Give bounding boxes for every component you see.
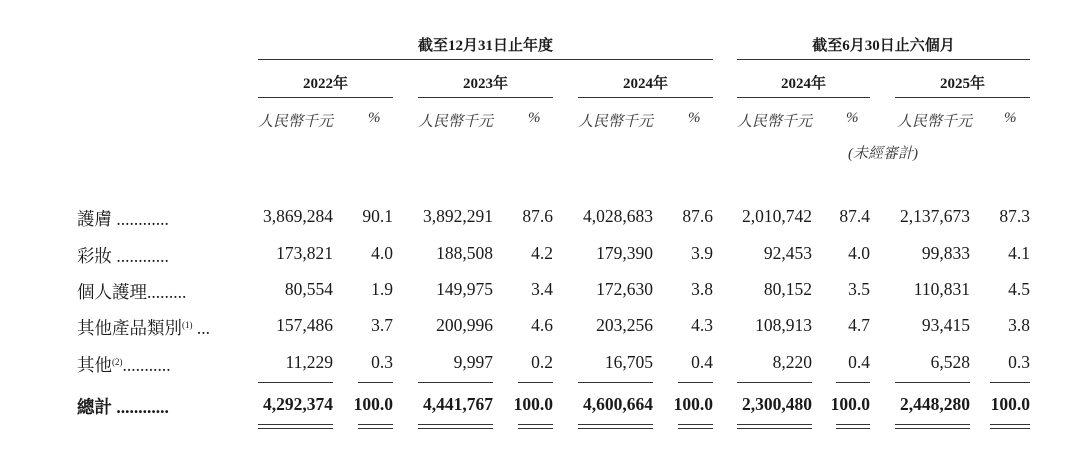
row-label-other-product-categories [77, 315, 210, 340]
year-rule-2025-h1 [895, 97, 1030, 98]
cell-other-pct-2023: 0.2 [531, 352, 553, 372]
subtotal-rule-amount-2023 [418, 382, 493, 383]
cell-personal-care-amount-2024: 172,630 [596, 279, 653, 299]
dot-leader: ............ [112, 209, 169, 229]
unit-pct-2024-h1: % [846, 110, 859, 126]
row-label-skincare [77, 206, 169, 231]
cell-makeup-amount-2022: 173,821 [276, 243, 333, 263]
cell-skincare-pct-2024-h1: 87.4 [839, 206, 870, 226]
cell-skincare-pct-2022: 90.1 [362, 206, 393, 226]
cell-makeup-pct-2024-h1: 4.0 [848, 243, 870, 263]
cell-total-pct-2022: 100.0 [353, 394, 393, 414]
cell-personal-care-amount-2023: 149,975 [436, 279, 493, 299]
unit-rmb-2023: 人民幣千元 [418, 114, 494, 130]
row-label-makeup [77, 243, 169, 268]
subtotal-rule-pct-2024 [678, 382, 713, 383]
row-label-personal-care [77, 279, 186, 304]
total-double-rule-pct-2023 [518, 424, 553, 429]
cell-total-pct-2024-h1: 100.0 [830, 394, 870, 414]
total-double-rule-amount-2024 [578, 424, 653, 429]
unit-rmb-2024: 人民幣千元 [578, 114, 654, 130]
year-header-2024-h1: 2024年 [780, 76, 826, 92]
cell-skincare-pct-2024: 87.6 [682, 206, 713, 226]
footnote-marker: (1) [182, 320, 193, 330]
unaudited-note: (未經審計) [848, 146, 918, 162]
year-header-2022: 2022年 [302, 76, 348, 92]
total-double-rule-pct-2024-h1 [836, 424, 870, 429]
cell-skincare-amount-2024: 4,028,683 [583, 206, 653, 226]
footnote-marker: (2) [112, 357, 123, 367]
cell-total-amount-2023: 4,441,767 [423, 394, 493, 414]
row-label-other [77, 352, 171, 377]
subtotal-rule-pct-2025-h1 [990, 382, 1030, 383]
cell-makeup-amount-2024-h1: 92,453 [763, 243, 812, 263]
cell-total-amount-2024-h1: 2,300,480 [742, 394, 812, 414]
unit-pct-2024: % [688, 110, 701, 126]
cell-other-amount-2024: 16,705 [604, 352, 653, 372]
cell-total-pct-2025-h1: 100.0 [990, 394, 1030, 414]
cell-other-product-categories-amount-2024-h1: 108,913 [755, 315, 812, 335]
cell-other-pct-2024-h1: 0.4 [848, 352, 870, 372]
cell-other-pct-2022: 0.3 [371, 352, 393, 372]
cell-makeup-pct-2022: 4.0 [371, 243, 393, 263]
cell-total-amount-2025-h1: 2,448,280 [900, 394, 970, 414]
cell-makeup-amount-2025-h1: 99,833 [921, 243, 970, 263]
cell-skincare-amount-2023: 3,892,291 [423, 206, 493, 226]
cell-makeup-amount-2024: 179,390 [596, 243, 653, 263]
cell-other-product-categories-amount-2022: 157,486 [276, 315, 333, 335]
dot-leader: ............ [112, 397, 169, 417]
total-double-rule-amount-2023 [418, 424, 493, 429]
cell-other-product-categories-pct-2025-h1: 3.8 [1008, 315, 1030, 335]
row-label-text: 彩妝 [77, 246, 112, 266]
row-label-total [77, 394, 169, 419]
year-rule-2024 [578, 97, 713, 98]
total-double-rule-pct-2025-h1 [990, 424, 1030, 429]
subtotal-rule-amount-2022 [258, 382, 333, 383]
cell-other-pct-2024: 0.4 [691, 352, 713, 372]
row-label-text: 個人護理 [77, 282, 147, 302]
cell-other-product-categories-amount-2024: 203,256 [596, 315, 653, 335]
cell-other-product-categories-pct-2024: 4.3 [691, 315, 713, 335]
total-double-rule-amount-2022 [258, 424, 333, 429]
dot-leader: ... [192, 318, 210, 338]
cell-personal-care-pct-2025-h1: 4.5 [1008, 279, 1030, 299]
subtotal-rule-amount-2024-h1 [737, 382, 812, 383]
cell-total-amount-2024: 4,600,664 [583, 394, 653, 414]
group-rule-fiscal-year [258, 59, 713, 60]
cell-makeup-pct-2023: 4.2 [531, 243, 553, 263]
cell-personal-care-pct-2023: 3.4 [531, 279, 553, 299]
cell-skincare-amount-2024-h1: 2,010,742 [742, 206, 812, 226]
cell-total-amount-2022: 4,292,374 [263, 394, 333, 414]
dot-leader: ............ [112, 246, 169, 266]
row-label-text: 其他 [77, 355, 112, 375]
cell-other-amount-2022: 11,229 [285, 352, 333, 372]
year-header-2025-h1: 2025年 [939, 76, 985, 92]
cell-personal-care-amount-2022: 80,554 [284, 279, 333, 299]
cell-personal-care-pct-2024: 3.8 [691, 279, 713, 299]
cell-skincare-amount-2022: 3,869,284 [263, 206, 333, 226]
cell-total-pct-2024: 100.0 [673, 394, 713, 414]
cell-total-pct-2023: 100.0 [513, 394, 553, 414]
year-rule-2022 [258, 97, 393, 98]
row-label-text: 其他產品類別 [77, 318, 182, 338]
subtotal-rule-pct-2024-h1 [836, 382, 870, 383]
unit-pct-2022: % [368, 110, 381, 126]
year-header-2024: 2024年 [622, 76, 668, 92]
cell-skincare-amount-2025-h1: 2,137,673 [900, 206, 970, 226]
cell-personal-care-pct-2022: 1.9 [371, 279, 393, 299]
total-double-rule-pct-2022 [358, 424, 393, 429]
total-double-rule-pct-2024 [678, 424, 713, 429]
cell-makeup-pct-2025-h1: 4.1 [1008, 243, 1030, 263]
subtotal-rule-pct-2022 [358, 382, 393, 383]
cell-other-amount-2023: 9,997 [453, 352, 493, 372]
group-header-six-months: 截至6月30日止六個月 [812, 38, 955, 54]
unit-rmb-2024-h1: 人民幣千元 [737, 114, 813, 130]
cell-other-product-categories-pct-2023: 4.6 [531, 315, 553, 335]
cell-other-amount-2024-h1: 8,220 [772, 352, 812, 372]
dot-leader: ........... [122, 355, 171, 375]
group-rule-six-months [737, 59, 1030, 60]
cell-other-product-categories-amount-2025-h1: 93,415 [921, 315, 970, 335]
cell-skincare-pct-2025-h1: 87.3 [999, 206, 1030, 226]
cell-other-amount-2025-h1: 6,528 [930, 352, 970, 372]
subtotal-rule-pct-2023 [518, 382, 553, 383]
subtotal-rule-amount-2024 [578, 382, 653, 383]
cell-makeup-pct-2024: 3.9 [691, 243, 713, 263]
total-double-rule-amount-2024-h1 [737, 424, 812, 429]
year-header-2023: 2023年 [462, 76, 508, 92]
subtotal-rule-amount-2025-h1 [895, 382, 970, 383]
cell-skincare-pct-2023: 87.6 [522, 206, 553, 226]
year-rule-2023 [418, 97, 553, 98]
unit-rmb-2025-h1: 人民幣千元 [897, 114, 973, 130]
cell-other-product-categories-pct-2022: 3.7 [371, 315, 393, 335]
total-double-rule-amount-2025-h1 [895, 424, 970, 429]
unit-pct-2025-h1: % [1004, 110, 1017, 126]
row-label-text: 總計 [77, 397, 112, 417]
dot-leader: ......... [147, 282, 187, 302]
unit-rmb-2022: 人民幣千元 [258, 114, 334, 130]
cell-other-product-categories-pct-2024-h1: 4.7 [848, 315, 870, 335]
unit-pct-2023: % [528, 110, 541, 126]
cell-other-pct-2025-h1: 0.3 [1008, 352, 1030, 372]
cell-personal-care-pct-2024-h1: 3.5 [848, 279, 870, 299]
cell-makeup-amount-2023: 188,508 [436, 243, 493, 263]
year-rule-2024-h1 [737, 97, 870, 98]
group-header-fiscal-year: 截至12月31日止年度 [417, 38, 553, 54]
cell-other-product-categories-amount-2023: 200,996 [436, 315, 493, 335]
row-label-text: 護膚 [77, 209, 112, 229]
cell-personal-care-amount-2025-h1: 110,831 [913, 279, 970, 299]
cell-personal-care-amount-2024-h1: 80,152 [763, 279, 812, 299]
